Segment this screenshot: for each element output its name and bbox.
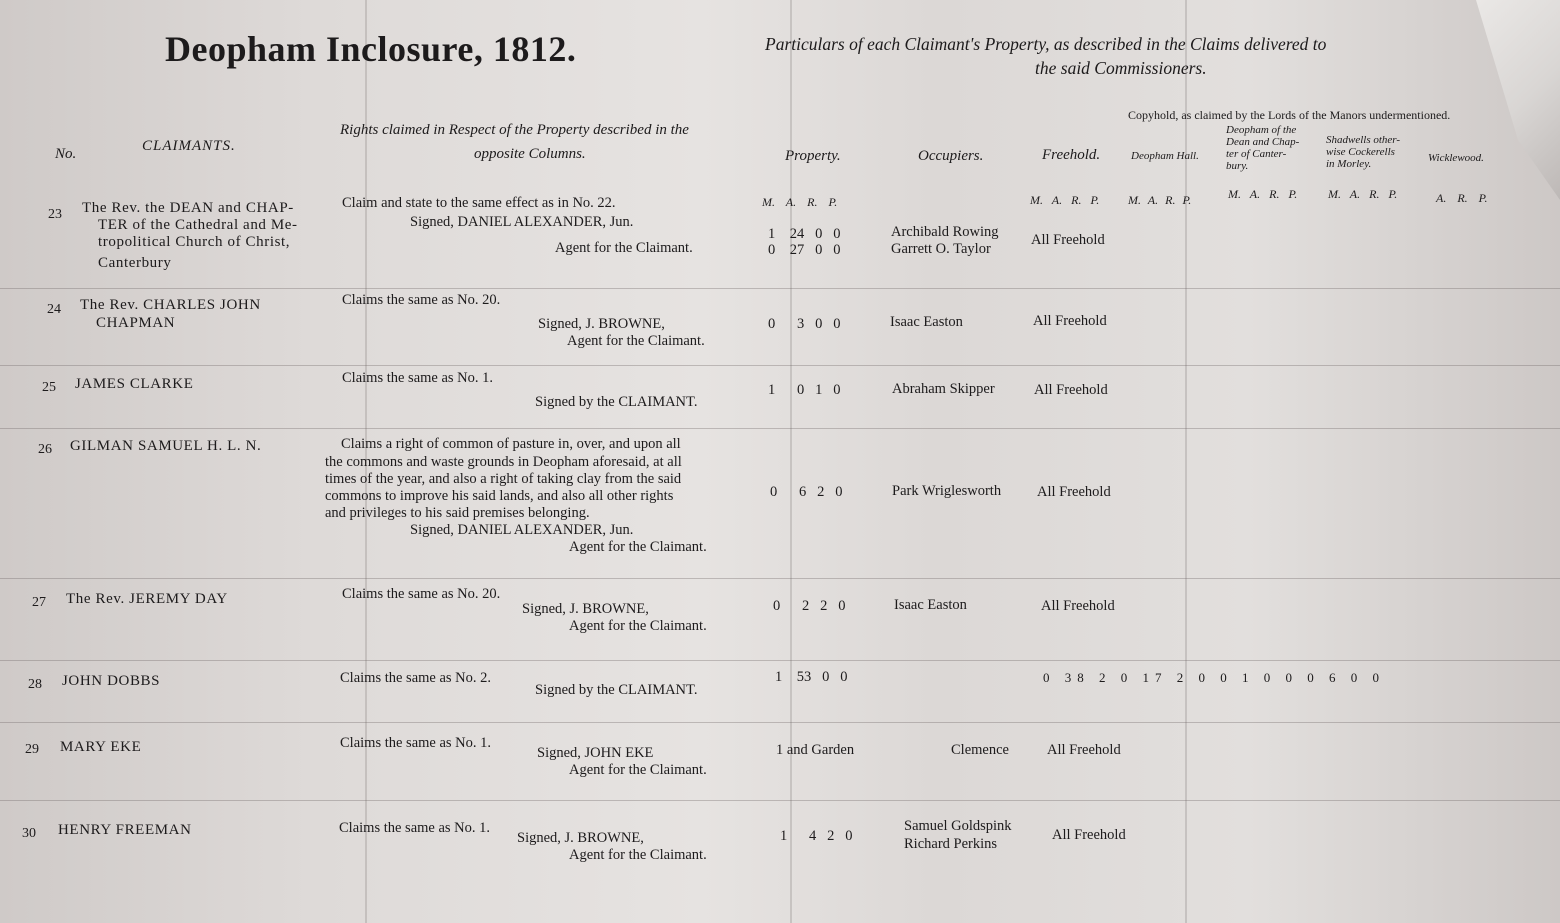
row-number: 24: [47, 302, 61, 317]
freehold-value: All Freehold: [1041, 598, 1115, 614]
units-shadwells: M. A. R. P.: [1328, 187, 1398, 201]
row-rule: [0, 578, 1560, 579]
row-number: 30: [22, 826, 36, 841]
header-dean-chapter-4: bury.: [1226, 160, 1249, 172]
rights-signature: Signed, J. BROWNE,: [522, 601, 649, 617]
occupier-name: Isaac Easton: [894, 597, 967, 613]
occupier-name: Garrett O. Taylor: [891, 241, 991, 257]
header-no: No.: [55, 146, 77, 162]
rights-signature: Signed, DANIEL ALEXANDER, Jun.: [410, 522, 634, 538]
header-occupiers: Occupiers.: [918, 148, 984, 164]
claimant-name: HENRY FREEMAN: [58, 822, 192, 838]
property-value: 0 6 2 0: [770, 484, 843, 500]
occupier-name: Isaac Easton: [890, 314, 963, 330]
rights-agent: Agent for the Claimant.: [569, 539, 707, 555]
rights-signature: Signed, JOHN EKE: [537, 745, 654, 761]
occupier-name: Samuel Goldspink: [904, 818, 1012, 834]
freehold-value: All Freehold: [1037, 484, 1111, 500]
rights-text: Claims the same as No. 2.: [340, 670, 492, 686]
occupier-name: Archibald Rowing: [891, 224, 999, 240]
occupier-name: Park Wriglesworth: [892, 483, 1002, 499]
header-rights-line1: Rights claimed in Respect of the Property described in the: [340, 122, 689, 138]
fold-line: [790, 0, 792, 923]
property-value: 0 27 0 0: [768, 242, 841, 258]
property-value: 1 4 2 0: [780, 828, 853, 844]
rights-signature: Signed, J. BROWNE,: [538, 316, 665, 332]
claimant-name: The Rev. the DEAN and CHAP-: [82, 200, 294, 216]
rights-text: Claims the same as No. 20.: [342, 292, 501, 308]
row-rule: [0, 365, 1560, 366]
header-rights-line2: opposite Columns.: [474, 146, 586, 162]
row-rule: [0, 428, 1560, 429]
header-dean-chapter-1: Deopham of the: [1226, 124, 1297, 136]
row-number: 27: [32, 595, 46, 610]
freehold-copyhold-values: 0 38 2 0 17 2 0 0 1 0 0 0 6 0 0: [1043, 670, 1385, 685]
rights-text: Claims a right of common of pasture in, over, and upon all: [341, 436, 681, 452]
document-title: Deopham Inclosure, 1812.: [165, 29, 577, 69]
header-deopham-hall: Deopham Hall.: [1131, 150, 1199, 162]
rights-agent: Agent for the Claimant.: [555, 240, 693, 256]
rights-text: commons to improve his said lands, and also all other rights: [325, 488, 674, 504]
header-freehold: Freehold.: [1042, 147, 1101, 163]
property-value: 1 0 1 0: [768, 382, 841, 398]
claimant-name: JAMES CLARKE: [75, 376, 194, 392]
claimant-name: CHAPMAN: [96, 315, 176, 331]
freehold-value: All Freehold: [1052, 827, 1126, 843]
claimant-name: TER of the Cathedral and Me-: [98, 217, 298, 233]
rights-agent: Agent for the Claimant.: [569, 618, 707, 634]
occupier-name: Clemence: [951, 742, 1009, 758]
property-value: 1 24 0 0: [768, 226, 841, 242]
rights-signature: Signed, DANIEL ALEXANDER, Jun.: [410, 214, 634, 230]
rights-text: Claims the same as No. 1.: [342, 370, 494, 386]
rights-text: Claims the same as No. 20.: [342, 586, 501, 602]
document-subtitle-line1: Particulars of each Claimant's Property, as described in the Claims delivered to: [765, 34, 1327, 54]
property-value: 0 3 0 0: [768, 316, 841, 332]
rights-signature: Signed, J. BROWNE,: [517, 830, 644, 846]
claimant-name: tropolitical Church of Christ,: [98, 234, 291, 250]
claimant-name: The Rev. CHARLES JOHN: [80, 297, 261, 313]
claimant-name: GILMAN SAMUEL H. L. N.: [70, 438, 262, 454]
rights-agent: Agent for the Claimant.: [567, 333, 705, 349]
freehold-value: All Freehold: [1034, 382, 1108, 398]
rights-agent: Agent for the Claimant.: [569, 847, 707, 863]
header-property: Property.: [785, 148, 841, 164]
header-dean-chapter-2: Dean and Chap-: [1226, 136, 1300, 148]
rights-text: and privileges to his said premises belonging.: [325, 505, 590, 521]
claimant-name: The Rev. JEREMY DAY: [66, 591, 228, 607]
row-number: 28: [28, 677, 42, 692]
freehold-value: All Freehold: [1031, 232, 1105, 248]
freehold-value: All Freehold: [1033, 313, 1107, 329]
freehold-value: All Freehold: [1047, 742, 1121, 758]
rights-text: the commons and waste grounds in Deopham aforesaid, at all: [325, 454, 682, 470]
header-shadwells-2: wise Cockerells: [1326, 146, 1395, 158]
units-wicklewood: A. R. P.: [1436, 191, 1488, 205]
fold-line: [1185, 0, 1187, 923]
header-wicklewood: Wicklewood.: [1428, 152, 1484, 164]
header-dean-chapter-3: ter of Canter-: [1226, 148, 1287, 160]
units-deopham-hall: M. A. R. P.: [1128, 193, 1192, 207]
page-curl: [1420, 0, 1560, 200]
row-number: 26: [38, 442, 52, 457]
rights-signature: Signed by the CLAIMANT.: [535, 682, 698, 698]
rights-text: Claim and state to the same effect as in No. 22.: [342, 195, 616, 211]
rights-text: times of the year, and also a right of taking clay from the said: [325, 471, 682, 487]
row-number: 23: [48, 207, 62, 222]
property-value: 1 and Garden: [776, 742, 855, 758]
units-dean-chapter: M. A. R. P.: [1228, 187, 1298, 201]
header-copyhold: Copyhold, as claimed by the Lords of the Manors undermentioned.: [1128, 108, 1451, 122]
claimant-name: JOHN DOBBS: [62, 673, 161, 689]
row-rule: [0, 288, 1560, 289]
row-rule: [0, 660, 1560, 661]
document-subtitle-line2: the said Commissioners.: [1035, 58, 1207, 78]
rights-text: Claims the same as No. 1.: [339, 820, 491, 836]
occupier-name: Richard Perkins: [904, 836, 998, 852]
property-value: 1 53 0 0: [775, 669, 848, 685]
property-value: 0 2 2 0: [773, 598, 846, 614]
header-shadwells-1: Shadwells other-: [1326, 134, 1401, 146]
units-freehold: M. A. R. P.: [1030, 193, 1100, 207]
rights-text: Claims the same as No. 1.: [340, 735, 492, 751]
row-rule: [0, 722, 1560, 723]
row-number: 25: [42, 380, 56, 395]
units-property: M. A. R. P.: [762, 195, 838, 209]
rights-signature: Signed by the CLAIMANT.: [535, 394, 698, 410]
row-rule: [0, 800, 1560, 801]
occupier-name: Abraham Skipper: [892, 381, 995, 397]
header-shadwells-3: in Morley.: [1326, 158, 1372, 170]
rights-agent: Agent for the Claimant.: [569, 762, 707, 778]
row-number: 29: [25, 742, 39, 757]
claimant-name: Canterbury: [98, 255, 172, 271]
claimant-name: MARY EKE: [60, 739, 142, 755]
header-claimants: CLAIMANTS.: [142, 138, 236, 154]
